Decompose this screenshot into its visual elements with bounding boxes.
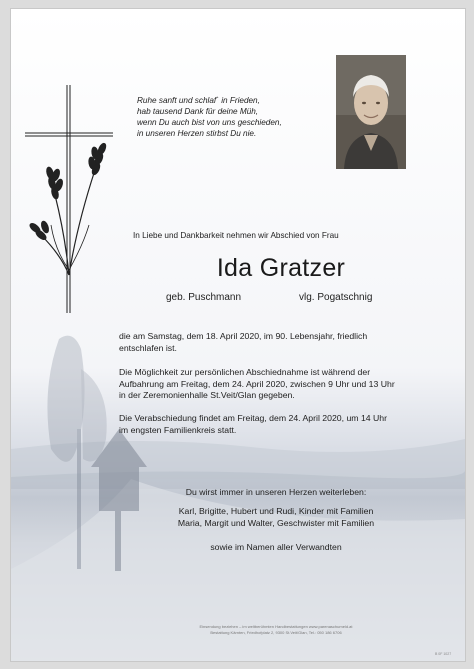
- funeral-notice-line: Die Verabschiedung findet am Freitag, dem 24. April 2020, um 14 Uhr: [119, 413, 388, 423]
- intro-line: In Liebe und Dankbarkeit nehmen wir Abschied von Frau: [133, 231, 339, 240]
- cross-and-wheat-emblem: [25, 85, 125, 315]
- obituary-card: [10, 8, 466, 662]
- wheat-icon: [28, 142, 107, 275]
- funeral-notice: [119, 413, 439, 436]
- memorial-verse: [137, 95, 337, 139]
- verse-line: Ruhe sanft und schlaf` in Frieden,: [137, 96, 260, 105]
- print-code: B 0F 1027: [435, 652, 452, 656]
- mourners-list: [131, 506, 421, 529]
- farewell-notice: [119, 367, 439, 402]
- verse-line: wenn Du auch bist von uns geschieden,: [137, 118, 282, 127]
- mourners-line: Maria, Margit und Walter, Geschwister mit Familien: [177, 517, 375, 528]
- footer-line: Einsendung beziehen – im weltberühmten Handbestattungen www.parenaschumeld.at: [199, 624, 353, 629]
- maiden-name: geb. Puschmann: [166, 292, 242, 303]
- death-notice-line: entschlafen ist.: [119, 342, 177, 353]
- farewell-notice-line: Aufbahrung am Freitag, dem 24. April 2020, zwischen 9 Uhr und 13 Uhr: [119, 378, 395, 389]
- death-notice-line: die am Samstag, dem 18. April 2020, im 90. Lebensjahr, friedlich: [119, 331, 368, 341]
- deceased-name: Ida Gratzer: [216, 254, 346, 282]
- farewell-notice-line: in der Zeremonienhalle St.Veit/Glan gegeben.: [119, 390, 295, 400]
- verse-line: in unseren Herzen stirbst Du nie.: [137, 129, 257, 138]
- mourners-line: Karl, Brigitte, Hubert und Rudi, Kinder mit Familien: [178, 506, 374, 516]
- closing-line: Du wirst immer in unseren Herzen weiterleben:: [185, 487, 367, 497]
- deceased-portrait-photo: [336, 55, 406, 169]
- funeral-home-footer: [131, 624, 421, 636]
- death-notice: [119, 331, 439, 354]
- relatives-line: sowie im Namen aller Verwandten: [210, 542, 342, 552]
- verse-line: hab tausend Dank für deine Müh,: [137, 107, 259, 116]
- vulgo-name: vlg. Pogatschnig: [299, 292, 373, 303]
- farewell-notice-line: Die Möglichkeit zur persönlichen Abschiednahme ist während der: [119, 367, 371, 377]
- cross-icon: [25, 85, 113, 313]
- footer-line: Bestattung Kärnten, Friedhofplatz 2, 9300 St.Veit/Glan, Tel.: 050 186 6706: [210, 630, 342, 635]
- funeral-notice-line: im engsten Familienkreis statt.: [119, 424, 237, 435]
